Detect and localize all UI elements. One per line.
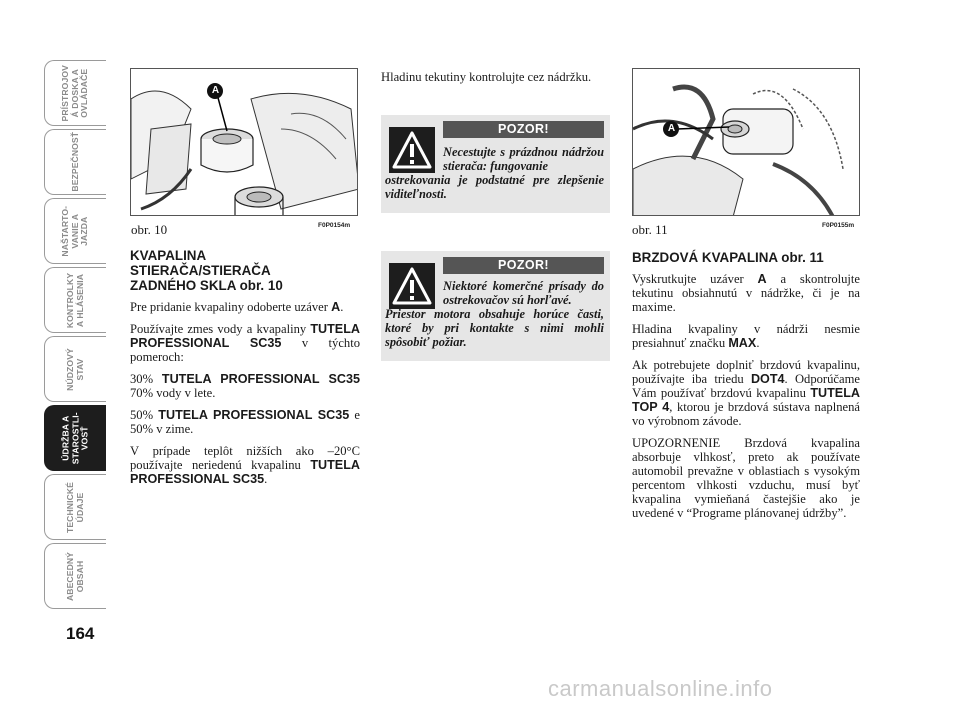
tab-udrzba[interactable]	[44, 405, 106, 471]
warning-label: POZOR!	[443, 257, 604, 274]
tab-nudzovy-stav[interactable]	[44, 336, 106, 402]
tab-kontrolky[interactable]	[44, 267, 106, 333]
paragraph: V prípade teplôt nižších ako –20°C používajte neriedenú kvapalinu TUTELA PROFESSIONAL SC35.	[130, 444, 360, 486]
figure-caption: obr. 10	[131, 222, 168, 237]
warning-label: POZOR!	[443, 121, 604, 138]
tab-label: KONTROLKY A HLÁSENIA	[64, 272, 85, 328]
brake-fluid-section	[632, 250, 860, 528]
paragraph: Používajte zmes vody a kvapaliny TUTELA PROFESSIONAL SC35 v týchto pomeroch:	[130, 322, 360, 364]
tab-technicke-udaje[interactable]	[44, 474, 106, 540]
warning-box	[381, 251, 610, 361]
tab-pristrojova-doska[interactable]	[44, 60, 106, 126]
figure-brake-reservoir	[632, 68, 860, 216]
brake-reservoir-illustration	[633, 69, 860, 216]
section-heading: BRZDOVÁ KVAPALINA obr. 11	[632, 250, 824, 265]
tab-label: PRÍSTROJOV Á DOSKA A OVLÁDAČE	[60, 64, 90, 122]
figure-washer-reservoir	[130, 68, 358, 216]
watermark: carmanualsonline.info	[548, 676, 773, 701]
figure-caption: obr. 11	[632, 222, 668, 237]
tab-label: NÚDZOVÝ STAV	[65, 347, 85, 391]
figure-code: F0P0155m	[822, 222, 855, 229]
warning-text: Necestujte s prázdnou nádržou stierača: fungovanie ostrekovania je podstatné pre zlepšenie viditeľnosti.	[385, 145, 604, 201]
warning-text: Niektoré komerčné prísady do ostrekovačov sú horľavé. Priestor motora obsahuje horúce časti, ktoré by pri kontakte s nimi mohli spôsobiť požiar.	[385, 279, 604, 349]
chapter-tabs	[44, 60, 108, 612]
paragraph: UPOZORNENIE Brzdová kvapalina absorbuje vlhkosť, preto ak používate automobil prevažne v oblastiach s vysokým percentom vlhkosti vzduchu, musí byť kvapalina vymieňaná častejšie ako je uvedené v “Programe plánovanej údržby”.	[632, 436, 860, 520]
tab-abecedny-obsah[interactable]	[44, 543, 106, 609]
tab-bezpecnost[interactable]	[44, 129, 106, 195]
page-number: 164	[66, 624, 95, 643]
tab-nastartovanie[interactable]	[44, 198, 106, 264]
paragraph: 30% TUTELA PROFESSIONAL SC35 70% vody v lete.	[130, 372, 360, 400]
paragraph: 50% TUTELA PROFESSIONAL SC35 e 50% v zime.	[130, 408, 360, 436]
paragraph: Pre pridanie kvapaliny odoberte uzáver A.	[130, 300, 344, 314]
warning-box	[381, 115, 610, 213]
figure-code: F0P0154m	[318, 222, 351, 229]
tab-label: TECHNICKÉ ÚDAJE	[64, 481, 85, 533]
paragraph: Ak potrebujete doplniť brzdovú kvapalinu, používajte iba triedu DOT4. Odporúčame Vám používať brzdovú kvapalinu TUTELA TOP 4, ktorou je brzdová sústava naplnená vo výrobnom závode.	[632, 358, 861, 428]
figure-marker: A	[211, 85, 220, 96]
tab-label: BEZPEČNOSŤ	[69, 132, 80, 192]
paragraph: Hladina kvapaliny v nádrži nesmie presiahnuť značku MAX.	[632, 322, 860, 350]
tab-label: ÚDRŽBA A STAROSTLI- VOSŤ	[60, 412, 90, 464]
tab-label: NAŠTARTO- VANIE A JAZDA	[60, 205, 90, 257]
washer-reservoir-illustration	[131, 69, 358, 216]
tab-label: ABECEDNÝ OBSAH	[65, 551, 85, 601]
section-heading: KVAPALINA STIERAČA/STIERAČA ZADNÉHO SKLA obr. 10	[130, 248, 283, 293]
paragraph: Vyskrutkujte uzáver A a skontrolujte tekutinu obsiahnutú v nádržke, či je na maxime.	[632, 272, 860, 314]
fluid-check-intro: Hladinu tekutiny kontrolujte cez nádržku.	[381, 70, 592, 84]
figure-marker: A	[667, 123, 676, 134]
washer-fluid-section	[130, 248, 360, 494]
